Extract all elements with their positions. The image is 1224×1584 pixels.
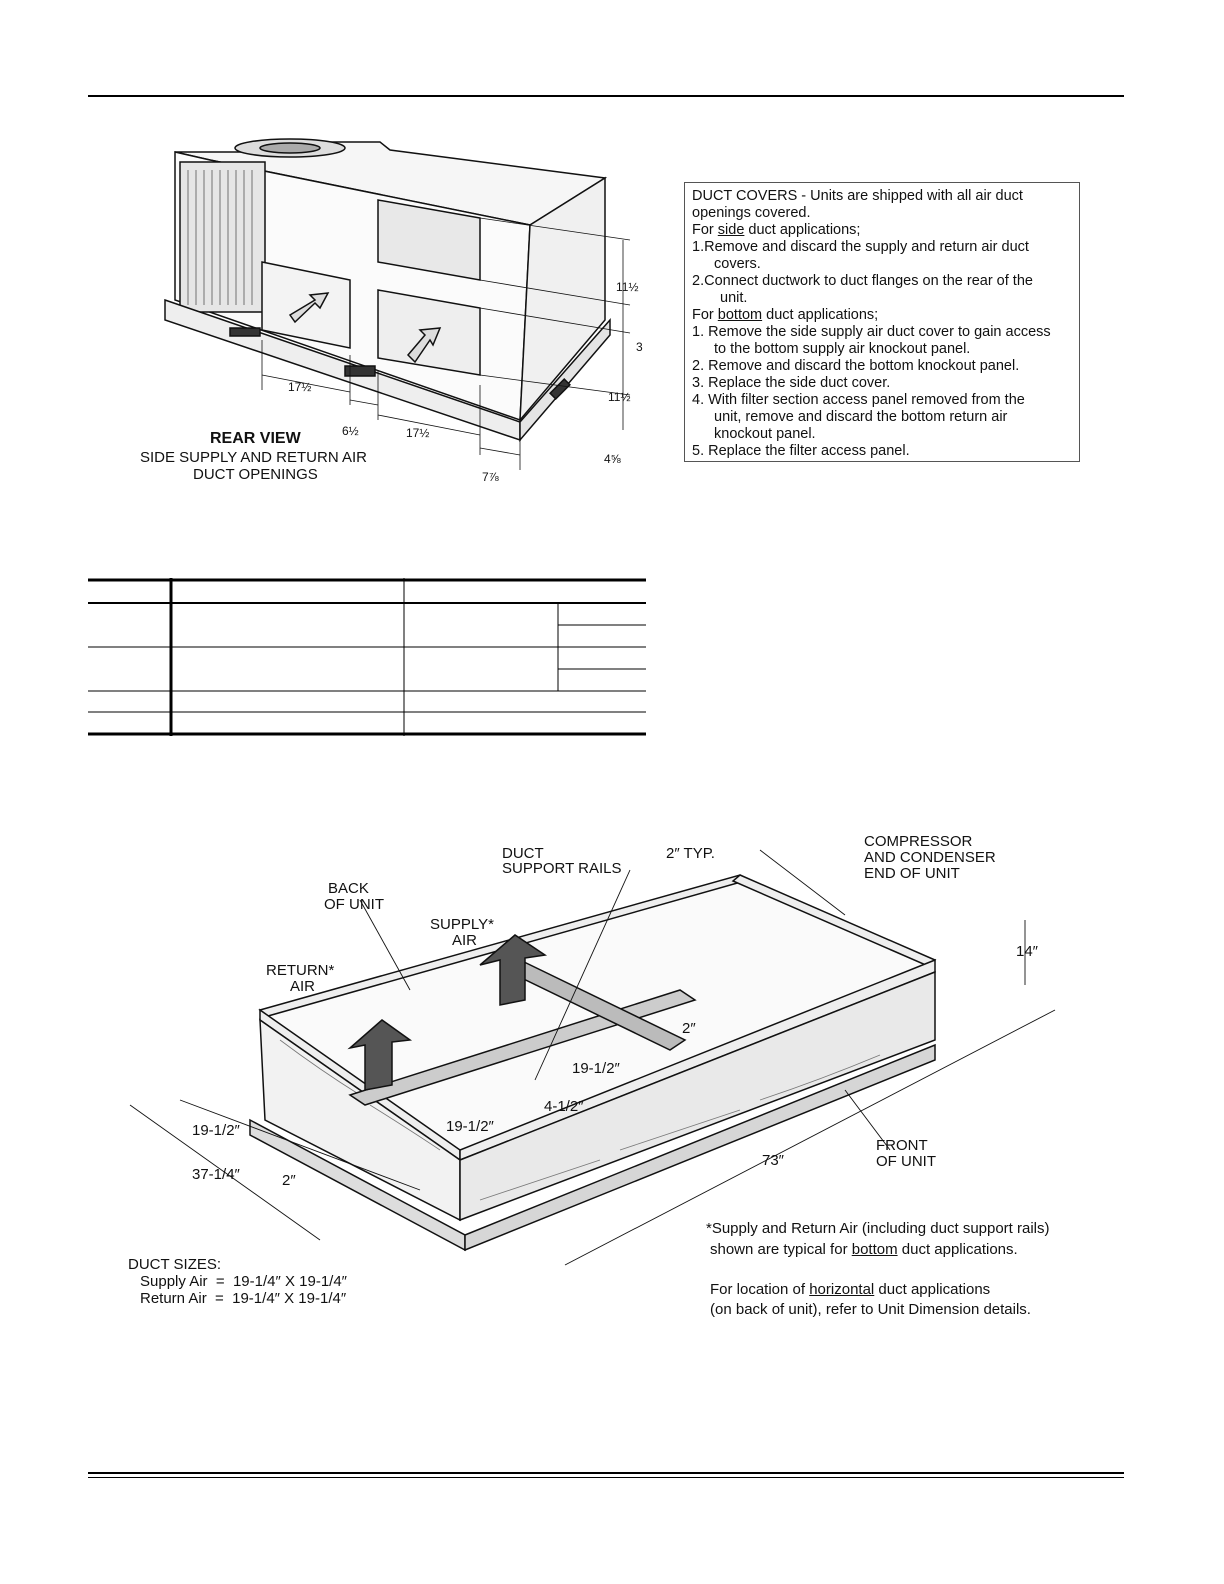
compressor-label-2: AND CONDENSER (864, 849, 996, 866)
rail-offset-dim: 4-1/2″ (544, 1098, 584, 1115)
bottom-step-5: 5. Replace the filter access panel. (692, 443, 910, 459)
supply-size: Supply Air = 19-1/4″ X 19-1/4″ (140, 1273, 347, 1290)
side-37-dim: 37-1/4″ (192, 1166, 240, 1183)
duct-covers-note (684, 182, 1080, 462)
bottom-note-1b (710, 1241, 1018, 1258)
rail-width-dim: 2″ (682, 1020, 696, 1037)
compressor-label-3: END OF UNIT (864, 865, 960, 882)
bottom-heading-word: bottom (717, 307, 763, 323)
top-rule (88, 95, 1124, 97)
duct-sizes-title: DUCT SIZES: (128, 1256, 222, 1273)
horizontal-note (710, 1281, 990, 1298)
side-step-2-cont: unit. (720, 290, 748, 306)
rear-view-dim-6: 6½ (342, 424, 359, 438)
height-dim: 14″ (1016, 943, 1038, 960)
bottom-heading-post: duct applications; (762, 307, 879, 323)
duct-covers-lead-2: openings covered. (692, 205, 811, 221)
back-label-1: BACK (328, 880, 369, 897)
supply-label-1: SUPPLY* (430, 916, 494, 933)
rear-view-dim-8: 7⅞ (482, 470, 499, 484)
rear-view-dim-2: 3 (636, 340, 643, 354)
bottom-step-4-cont: unit, remove and discard the bottom return air (714, 409, 1008, 425)
duct-support-rails-label-2: SUPPORT RAILS (502, 860, 622, 877)
horizontal-note-2: (on back of unit), refer to Unit Dimension details. (710, 1301, 1031, 1318)
typ-dim: 2″ TYP. (666, 845, 715, 862)
horizontal-note-word: horizontal (809, 1281, 875, 1298)
bottom-step-4-cont-2: knockout panel. (714, 426, 816, 442)
roof-curb-illustration (120, 820, 1080, 1280)
rear-view-subtitle-1: SIDE SUPPLY AND RETURN AIR (140, 449, 368, 466)
bottom-step-1: 1. Remove the side supply air duct cover to gain access (692, 324, 1051, 340)
length-dim: 73″ (762, 1152, 784, 1169)
side-heading-word: side (717, 222, 745, 238)
side-step-1-cont: covers. (714, 256, 761, 272)
back-label-2: OF UNIT (324, 896, 384, 913)
supply-label-2: AIR (452, 932, 478, 949)
bottom-step-1-cont: to the bottom supply air knockout panel. (714, 341, 971, 357)
rear-view-dim-7: 17½ (406, 426, 430, 440)
bottom-note-1b-post: duct applications. (897, 1241, 1018, 1258)
opening-width-dim: 19-1/2″ (446, 1118, 494, 1135)
rear-view-subtitle-2: DUCT OPENINGS (193, 466, 318, 483)
bottom-step-2: 2. Remove and discard the bottom knockout panel. (692, 358, 1020, 374)
rear-view-dim-1: 11½ (616, 280, 639, 294)
bottom-step-4: 4. With filter section access panel removed from the (692, 392, 1025, 408)
duct-covers-lead: - Units are shipped with all air duct (797, 188, 1023, 204)
bottom-rule-thick (88, 1472, 1124, 1474)
side-heading-pre: For (692, 222, 718, 238)
front-label-2: OF UNIT (876, 1153, 936, 1170)
side-step-2: 2.Connect ductwork to duct flanges on the rear of the (692, 273, 1033, 289)
horizontal-note-pre: For location of (710, 1281, 810, 1298)
side-heading-post: duct applications; (744, 222, 861, 238)
spec-table (88, 578, 646, 736)
side-step-1: 1.Remove and discard the supply and return air duct (692, 239, 1029, 255)
front-label-1: FRONT (876, 1137, 928, 1154)
rear-view-dim-5: 17½ (288, 380, 312, 394)
duct-covers-label: DUCT COVERS (692, 188, 798, 204)
compressor-label-1: COMPRESSOR (864, 833, 973, 850)
bottom-rule-thin (88, 1477, 1124, 1478)
bottom-note-1: *Supply and Return Air (including duct support rails) (706, 1220, 1050, 1237)
rail-gap-dim: 19-1/2″ (572, 1060, 620, 1077)
duct-support-rails-label-1: DUCT (502, 845, 544, 862)
rear-view-dim-4: 4⅝ (604, 452, 621, 466)
bottom-heading-pre: For (692, 307, 718, 323)
return-label-1: RETURN* (266, 962, 335, 979)
side-2-dim: 2″ (282, 1172, 296, 1189)
bottom-step-3: 3. Replace the side duct cover. (692, 375, 891, 391)
bottom-note-1b-word: bottom (851, 1241, 898, 1258)
horizontal-note-post: duct applications (874, 1281, 991, 1298)
bottom-note-1b-pre: shown are typical for (710, 1241, 852, 1258)
side-19-dim: 19-1/2″ (192, 1122, 240, 1139)
rear-view-dim-3: 11½ (608, 390, 631, 404)
return-size: Return Air = 19-1/4″ X 19-1/4″ (140, 1290, 347, 1307)
return-label-2: AIR (290, 978, 316, 995)
rear-view-title: REAR VIEW (210, 430, 301, 447)
